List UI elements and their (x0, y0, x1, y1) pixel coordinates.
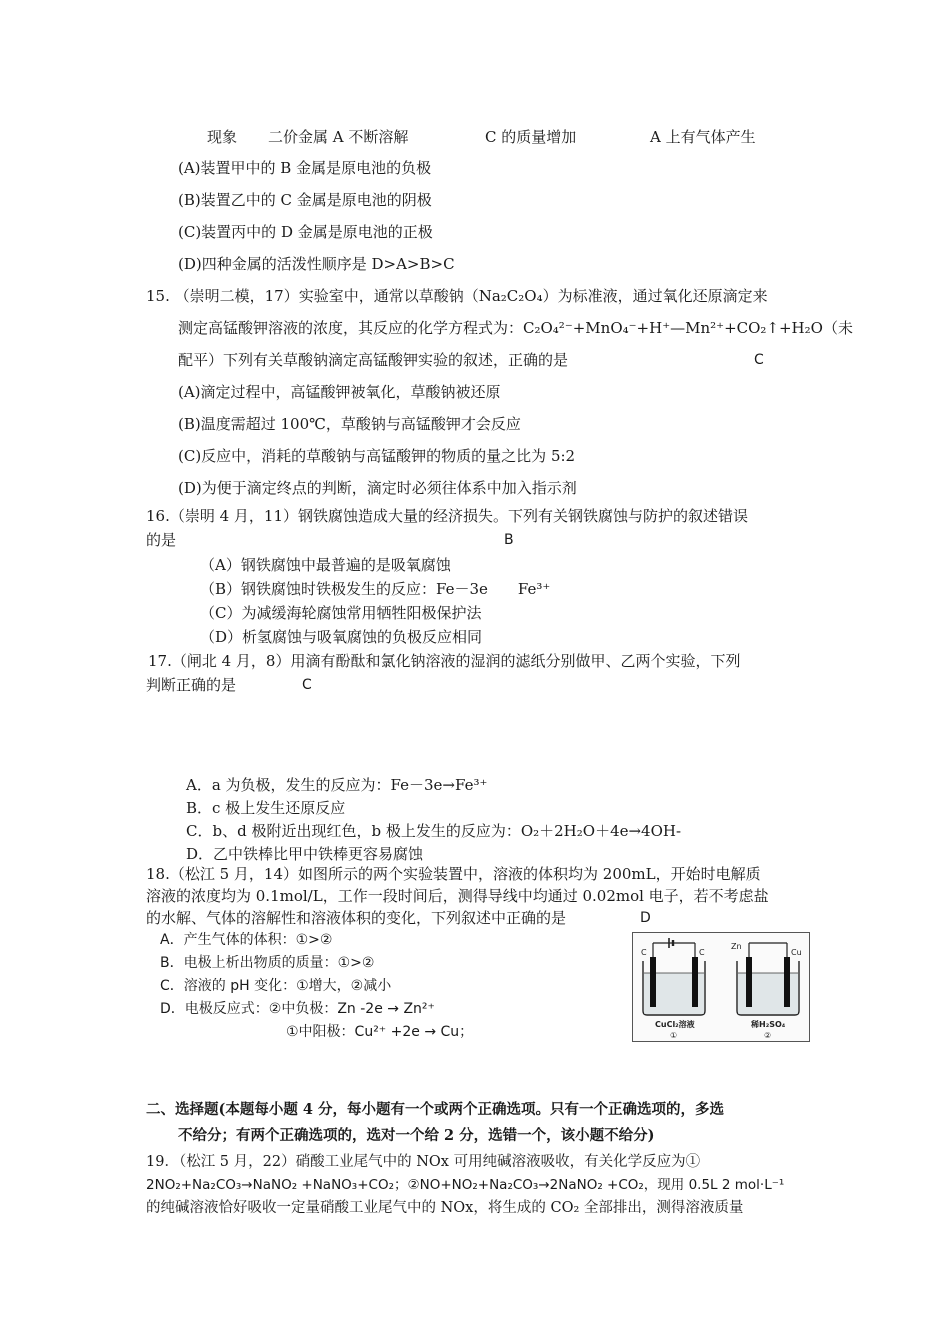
q15-option-c: (C)反应中，消耗的草酸钠与高锰酸钾的物质的量之比为 5:2 (178, 447, 576, 465)
q14-option-b: (B)装置乙中的 C 金属是原电池的阴极 (178, 191, 432, 209)
q14-option-a: (A)装置甲中的 B 金属是原电池的负极 (178, 159, 432, 177)
q16-answer: B (504, 532, 514, 548)
q17-stem-line2: 判断正确的是 (146, 676, 237, 694)
right-cell-mark: ② (764, 1031, 772, 1040)
q17-stem-line1: 17.（闸北 4 月，8）用滴有酚酞和氯化钠溶液的湿润的滤纸分别做甲、乙两个实验，下列 (148, 652, 741, 670)
q17-option-d: D．乙中铁棒比甲中铁棒更容易腐蚀 (186, 845, 424, 863)
q14-option-c: (C)装置丙中的 D 金属是原电池的正极 (178, 223, 433, 241)
q15-option-b: (B)温度需超过 100℃，草酸钠与高锰酸钾才会反应 (178, 415, 521, 433)
electrochemistry-figure (632, 932, 810, 1042)
q18-stem-line2: 溶液的浓度均为 0.1mol/L，工作一段时间后，测得导线中均通过 0.02mol 电子，若不考虑盐 (146, 887, 769, 905)
q17-option-a: A．a 为负极，发生的反应为：Fe－3e→Fe³⁺ (186, 776, 488, 794)
right-electrode-a (746, 957, 752, 1007)
table-cell-2: C 的质量增加 (485, 128, 577, 146)
q18-option-b: B．电极上析出物质的质量：①>② (160, 955, 375, 971)
right-electrode-b-label: Cu (791, 948, 802, 957)
section2-header-line1: 二、选择题(本题每小题 4 分，每小题有一个或两个正确选项。只有一个正确选项的，多选 (146, 1101, 725, 1118)
q15-stem-line1: 15. （崇明二模，17）实验室中，通常以草酸钠（Na₂C₂O₄）为标准液，通过氧化还原滴定来 (146, 287, 768, 305)
q17-option-b: B．c 极上发生还原反应 (186, 799, 346, 817)
q17-option-c: C．b、d 极附近出现红色，b 极上发生的反应为：O₂＋2H₂O＋4e→4OH- (186, 822, 682, 840)
table-cell-3: A 上有气体产生 (650, 128, 756, 146)
q15-option-d: (D)为便于滴定终点的判断，滴定时必须往体系中加入指示剂 (178, 479, 577, 497)
q16-option-b: （B）钢铁腐蚀时铁极发生的反应：Fe－3e Fe³⁺ (200, 580, 551, 598)
q14-option-d: (D)四种金属的活泼性顺序是 D>A>B>C (178, 255, 455, 273)
right-solution-label: 稀H₂SO₄ (751, 1020, 786, 1029)
q18-option-c: C．溶液的 pH 变化：①增大，②减小 (160, 978, 392, 994)
left-electrode-b (692, 957, 698, 1007)
q19-stem-line3: 的纯碱溶液恰好吸收一定量硝酸工业尾气中的 NOx，将生成的 CO₂ 全部排出，测得溶液质量 (146, 1200, 744, 1216)
left-electrode-a (650, 957, 656, 1007)
section2-header-line2: 不给分；有两个正确选项的，选对一个给 2 分，选错一个，该小题不给分) (178, 1127, 655, 1144)
q16-option-c: （C）为减缓海轮腐蚀常用牺牲阳极保护法 (200, 604, 482, 622)
left-solution-label: CuCl₂溶液 (655, 1020, 695, 1029)
right-electrode-b (784, 957, 790, 1007)
q15-stem-line3: 配平）下列有关草酸钠滴定高锰酸钾实验的叙述，正确的是 (178, 351, 569, 369)
q18-stem-line3: 的水解、气体的溶解性和溶液体积的变化，下列叙述中正确的是 (146, 909, 567, 927)
q19-stem-line2: 2NO₂+Na₂CO₃→NaNO₂ +NaNO₃+CO₂；②NO+NO₂+Na₂CO₃→2NaNO₂ +CO₂，现用 0.5L 2 mol·L⁻¹ (146, 1177, 785, 1193)
q18-option-d: D．电极反应式：②中负极：Zn -2e → Zn²⁺ (160, 1001, 435, 1017)
q16-option-a: （A）钢铁腐蚀中最普遍的是吸氧腐蚀 (200, 556, 451, 574)
q16-stem-line1: 16.（崇明 4 月，11）钢铁腐蚀造成大量的经济损失。下列有关钢铁腐蚀与防护的叙述错误 (146, 507, 749, 525)
q15-stem-line2: 测定高锰酸钾溶液的浓度，其反应的化学方程式为：C₂O₄²⁻+MnO₄⁻+H⁺—Mn²⁺+CO₂↑+H₂O（未 (178, 319, 853, 337)
q15-option-a: (A)滴定过程中，高锰酸钾被氧化，草酸钠被还原 (178, 383, 501, 401)
q18-answer: D (640, 910, 651, 926)
table-cell-1: 二价金属 A 不断溶解 (268, 128, 409, 146)
q18-stem-line1: 18.（松江 5 月，14）如图所示的两个实验装置中，溶液的体积均为 200mL，开始时电解质 (146, 865, 761, 883)
q16-stem-line2: 的是 (146, 531, 177, 549)
table-row-label: 现象 (207, 128, 238, 146)
left-electrode-b-label: C (699, 948, 705, 957)
q19-stem-line1: 19．（松江 5 月，22）硝酸工业尾气中的 NOx 可用纯碱溶液吸收，有关化学反应为① (146, 1154, 701, 1170)
q18-option-a: A．产生气体的体积：①>② (160, 932, 333, 948)
left-cell-mark: ① (670, 1031, 678, 1040)
q17-answer: C (302, 677, 312, 693)
left-electrode-a-label: C (641, 948, 647, 957)
q16-option-d: （D）析氢腐蚀与吸氧腐蚀的负极反应相同 (200, 628, 483, 646)
q15-answer: C (754, 352, 764, 368)
electrochemistry-diagram (633, 933, 809, 1041)
q18-option-d-cont: ①中阳极：Cu²⁺ +2e → Cu； (286, 1024, 474, 1040)
right-electrode-a-label: Zn (731, 942, 742, 951)
